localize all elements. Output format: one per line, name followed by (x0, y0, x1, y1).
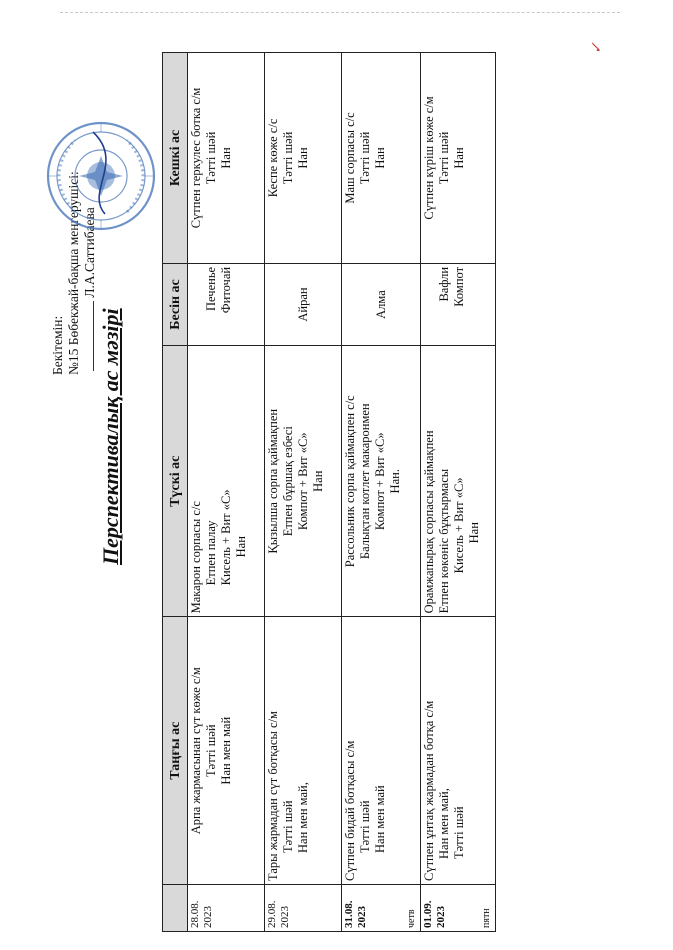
header-lunch: Түскі ас (163, 346, 188, 617)
approval-line-3: Л.А.Саттибаева (82, 207, 97, 298)
date-text: 28.08. 2023 (189, 900, 214, 928)
menu-item: Нан (219, 147, 233, 169)
menu-item: Компот (452, 266, 466, 307)
menu-item: Компот + Вит «С» (373, 432, 387, 531)
menu-item: Етпен бұршақ езбесі (281, 426, 295, 537)
menu-item: Тәтті шәй (358, 800, 372, 853)
menu-item (189, 267, 204, 342)
date-cell (265, 885, 342, 932)
menu-item: Вафли (437, 266, 451, 302)
table-row (421, 53, 496, 932)
menu-item: Орамжапырақ сорпасы қаймақпен (422, 430, 436, 614)
signature-line (93, 301, 94, 371)
dinner-cell (265, 53, 342, 264)
menu-item: Компот + Вит «С» (296, 432, 310, 531)
menu-item: Етпен палау (204, 520, 218, 586)
dinner-cell (421, 53, 496, 264)
menu-item: Айран (295, 287, 310, 322)
menu-item: Тәтті шәй (281, 131, 295, 185)
menu-item: Қызылша сорпа қаймақпен (266, 408, 280, 554)
menu-item: Тәтті шәй (358, 131, 372, 185)
menu-item: Печенье (204, 266, 218, 311)
snack-cell (421, 263, 496, 345)
lunch-cell (265, 346, 342, 617)
date-text: 29.08. 2023 (266, 900, 291, 928)
menu-item: Рассольник сорпа қаймақпен с/с (343, 395, 357, 568)
menu-item: Нан. (388, 469, 402, 494)
snack-cell (265, 263, 342, 345)
page-title: Перспективалық ас мәзірі (98, 308, 123, 565)
header-breakfast: Таңғы ас (163, 617, 188, 885)
menu-item: Кисель + Вит «С» (219, 489, 233, 586)
approval-line-1: Бекітемін: (50, 315, 65, 375)
menu-item: Макарон сорпасы с/с (189, 501, 203, 614)
menu-item: Кисель + Вит «С» (452, 477, 466, 574)
lunch-cell (342, 346, 421, 617)
date-cell (342, 885, 421, 932)
menu-item: Арпа жармасынан сүт көже с/м (189, 667, 203, 835)
menu-item: Тәтті шәй (204, 131, 218, 185)
menu-item: Нан (296, 147, 310, 169)
lunch-cell (421, 346, 496, 617)
table-row (342, 53, 421, 932)
menu-item: Етпен көкөніс бұқтырмасы (437, 468, 451, 614)
menu-item: Нан (234, 536, 248, 558)
menu-item: Сүтпен геркулес ботка с/м (189, 87, 203, 229)
date-text: 01.09. 2023 (422, 900, 447, 928)
snack-cell (342, 263, 421, 345)
table-header-row (163, 53, 188, 932)
breakfast-cell (265, 617, 342, 885)
breakfast-cell (342, 617, 421, 885)
red-check-mark-icon: ✓ (590, 42, 605, 54)
menu-item: Тәтті шәй (437, 131, 451, 185)
breakfast-cell (421, 617, 496, 885)
menu-item: Нан мен май (219, 716, 233, 785)
menu-item: Нан мен май, (437, 788, 451, 859)
date-cell (421, 885, 496, 932)
table-row (265, 53, 342, 932)
header-snack: Бесін ас (163, 263, 188, 345)
menu-item: Нан (311, 470, 325, 492)
menu-item: Нан мен май, (296, 782, 310, 853)
table-row (188, 53, 265, 932)
date-cell (188, 885, 265, 932)
day-of-week: четв (406, 909, 417, 928)
menu-table (162, 52, 496, 932)
menu-item: Тәтті шәй (281, 800, 295, 853)
menu-item: Фиточай (219, 266, 233, 314)
menu-item: Алма (373, 290, 388, 319)
menu-item: Балықтан котлет макаронмен (358, 403, 372, 560)
menu-item: Сүтпен күріш көже с/м (422, 96, 436, 220)
approval-line-2: №15 Бөбекжай-бақша меңгерушісі: (66, 171, 81, 375)
menu-item: Нан (467, 522, 481, 544)
day-of-week: пятн (481, 908, 492, 928)
dinner-cell (188, 53, 265, 264)
breakfast-cell (188, 617, 265, 885)
menu-item: Тары жармадан сүт ботқасы с/м (266, 711, 280, 881)
menu-item: Нан (452, 147, 466, 169)
lunch-cell (188, 346, 265, 617)
snack-cell (188, 263, 265, 345)
menu-item: Маш сорпасы с/с (343, 112, 357, 204)
menu-item: Нан мен май (373, 785, 387, 853)
dinner-cell (342, 53, 421, 264)
menu-item: Тәтті шәй (204, 724, 218, 777)
header-date (163, 885, 188, 932)
menu-item: Сүтпен бидай ботқасы с/м (343, 740, 357, 881)
menu-item (422, 267, 437, 342)
menu-item: Тәтті шәй (452, 806, 466, 859)
menu-item: Нан (373, 147, 387, 169)
official-round-stamp-icon (45, 120, 157, 232)
menu-item: Сүтпен ұнтақ жармадан ботқа с/м (422, 700, 436, 881)
date-text: 31.08. 2023 (343, 900, 368, 928)
header-dinner: Кешкі ас (163, 53, 188, 264)
menu-item: Кеспе көже с/с (266, 118, 280, 198)
